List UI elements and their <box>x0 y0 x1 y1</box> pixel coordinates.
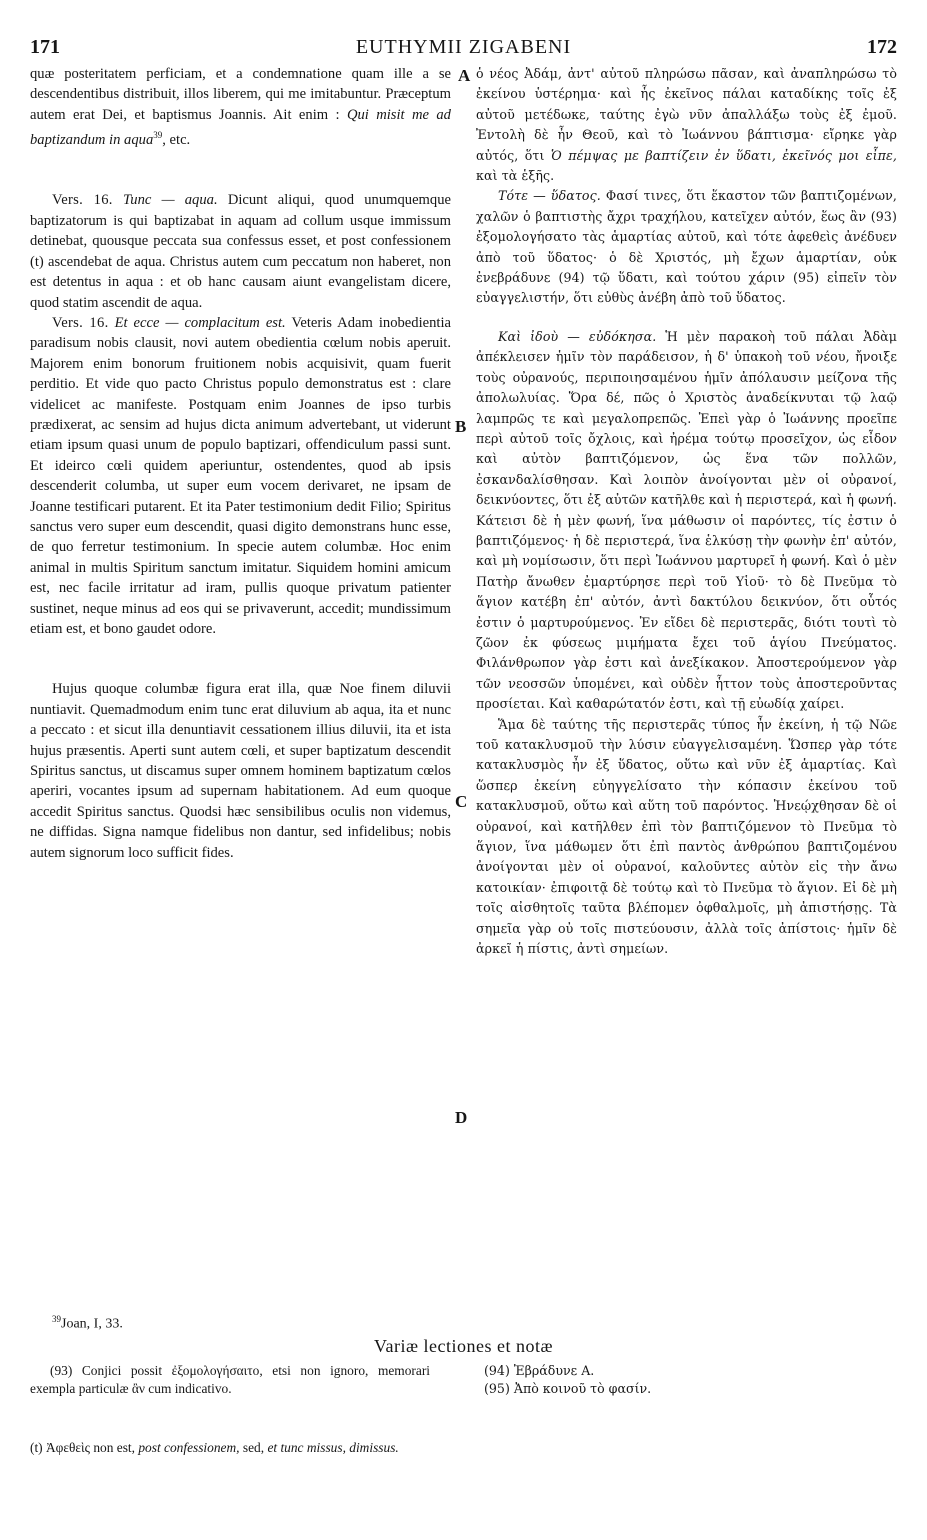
variae-right <box>484 1362 894 1397</box>
verse-ref: Vers. 16. <box>52 192 113 209</box>
verse-ref: Vers. 16. <box>52 314 109 331</box>
latin-paragraph-2 <box>30 190 451 312</box>
footnote-text: Joan, I, 33. <box>61 1316 123 1332</box>
lemma: Et ecce — complacitum est. <box>114 314 286 331</box>
note-t-italic-2: et tunc missus, dimissus. <box>267 1440 399 1455</box>
note-95: (95) Ἀπὸ κοινοῦ τὸ φασίν. <box>484 1380 652 1396</box>
running-title: EUTHYMII ZIGABENI <box>355 36 572 58</box>
lemma: Tunc — aqua. <box>122 192 218 209</box>
note-t-mid: non est, <box>93 1440 135 1455</box>
latin-paragraph-1 <box>30 64 451 150</box>
footnote-ref-39[interactable]: 39 <box>153 130 163 141</box>
latin-p1-text: quæ posteritatem perficiam, et a condemnatione quam ille a se descendentibus distribuit, illos liberem, qui me imitabuntur. Præceptum autem erat Dei, et baptismus Joannis. Ait enim : <box>30 66 451 123</box>
latin-paragraph-3 <box>30 313 451 640</box>
greek-p3-text: Ἡ μὲν παρακοὴ τοῦ πάλαι Ἀδὰμ ἀπέκλεισεν ἡμῖν τὸν παράδεισον, ἡ δ' ὑπακοὴ τοῦ νέου, ἤνοιξε τοὺς οὐρανούς, περιποιησαμένου ἡμῖν ἀπόλαυσιν μείζονα τῆς ἀπολωλυίας. Ὅρα δέ, πῶς ὁ Χριστὸς ἀναδείκνυται τῷ λαῷ λαμπρῶς τε καὶ μεγαλοπρεπῶς. Ἐπεὶ γὰρ ὁ Ἰωάννης προεῖπε περὶ αὐτοῦ τοῖς ὄχλοις, καὶ ἠρέμα τούτῳ προσεῖχον, ὡς εἶδον καὶ αὐτὸν βαπτιζόμενον, ὡς ἕνα τῶν πολλῶν, ἐσκανδαλίσθησαν. Καὶ λοιπὸν ἀνοίγονται μὲν οἱ οὐρανοί, δεικνύοντες, ὅτι ἐξ αὐτῶν κατῆλθε καὶ ἡ περιστερά, καὶ ἡ φωνή. Κάτεισι δὲ ἡ μὲν φωνή, ἵνα μάθωσιν οἱ παρόντες, τίς ἐστιν ὁ βαπτιζόμενος· ἡ δὲ περιστερά, ἵνα ἑλκύσῃ τὴν φωνὴν ἐπ' αὐτόν, καὶ μὴ νομίσωσιν, ὅτι περὶ Ἰωάννου μαρτυρεῖ ἡ φωνή. Καὶ ὁ μὲν Πατὴρ ἄνωθεν ἐμαρτύρησε περὶ τοῦ Υἱοῦ· τὸ δὲ Πνεῦμα τὸ ἅγιον κατέβη ἐπ' αὐτόν, ἀντὶ δακτύλου δεικνύον, ὅτι οὗτός ἐστιν ὁ μαρτυρούμενος. Ἐν εἴδει δὲ περιστερᾶς, διότι τουτὶ τὸ ζῶον ἐκ φύσεως μιμήματα ἔχει τοῦ ἁγίου Πνεύματος. Φιλάνθρωπον γὰρ ἐστι καὶ ἀνεξίκακον. Ἀποστερούμενον γὰρ τῶν νεοσσῶν ὑπομένει, καὶ οὐδὲν ἧττον τοὺς ἀποστεροῦντας προσίεται. Καὶ καθαρώτατόν ἐστι, καὶ τῇ εὐωδίᾳ χαίρει. <box>476 328 898 712</box>
note-t <box>30 1440 890 1456</box>
margin-marker-a: A <box>458 66 471 85</box>
greek-p1-end: καὶ τὰ ἑξῆς. <box>476 168 555 184</box>
margin-marker-b: B <box>455 417 467 436</box>
latin-column <box>30 64 451 863</box>
page-header <box>30 36 897 60</box>
greek-paragraph-3 <box>476 327 897 715</box>
lemma: Καὶ ἰδοὺ — εὐδόκησα. <box>498 328 657 344</box>
variae-title: Variæ lectiones et notæ <box>374 1336 553 1356</box>
note-t-italic-1: post confessionem, <box>138 1440 240 1455</box>
margin-marker-d: D <box>455 1108 468 1127</box>
greek-p1-text: ὁ νέος Ἀδάμ, ἀντ' αὐτοῦ πληρώσω πᾶσαν, καὶ ἀναπληρώσω τὸ ἐκείνου ὑστέρημα· καὶ ἧς ἐκεῖνος πάλαι καταδίκης τοῖς ἐξ αὐτοῦ μετέδωκε, ταύτης ἐγὼ νῦν ἀπαλλάξω τοὺς ἐξ ἐμοῦ. Ἐντολὴ δὲ ἦν Θεοῦ, καὶ τὸ Ἰωάννου βάπτισμα· εἴρηκε γὰρ αὐτός, ὅτι <box>476 66 897 163</box>
note-t-lead: (t) <box>30 1440 43 1455</box>
variae-left <box>30 1362 430 1397</box>
latin-p2-text: Dicunt aliqui, quod unumquemque baptizatorum is qui baptizabat in aquam ad collum usque immissum detinebat, quousque peccata sua confessus esset, et post confessionem (t) ascendebat de aqua. Christus autem cum peccatum non haberet, non est detentus in aqua : et ob hanc causam aiunt evangelistam dicere, quod statim ascendit de aqua. <box>30 192 451 311</box>
page-number-right: 172 <box>867 36 897 58</box>
greek-paragraph-1 <box>476 64 897 186</box>
greek-paragraph-4: Ἅμα δὲ ταύτης τῆς περιστερᾶς τύπος ἦν ἐκείνη, ἡ τῷ Νῶε τοῦ κατακλυσμοῦ τὴν λύσιν εὐαγγελισαμένη. Ὥσπερ γὰρ τότε κατακλυσμὸς ἦν ἐξ ὕδατος, οὕτω καὶ νῦν ἐξ ἁμαρτίας. Καὶ ὥσπερ ἐκείνη εὐηγγελίσατο τὴν κόπασιν ἐκείνου τοῦ κατακλυσμοῦ, οὕτω καὶ αὕτη τοῦ παρόντος. Ἠνεῴχθησαν δὲ οἱ οὐρανοί, καὶ κατῆλθεν ἐπὶ τὸν βαπτιζόμενον τὸ Πνεῦμα τὸ ἅγιον, ἵνα μάθωμεν ὅτι ἐπὶ παντὸς ἀνθρώπου βαπτιζομένου ἀνοίγονται μὲν οἱ οὐρανοί, καλοῦντες αὐτὸν εἰς τὴν ἄνω κατοικίαν· ἐπιφοιτᾷ δὲ τούτῳ καὶ τὸ Πνεῦμα τὸ ἅγιον. Εἰ δὲ μὴ τοῖς αἰσθητοῖς ταῦτα βλέπομεν ὀφθαλμοῖς, μὴ ἀπιστήσῃς. Τὰ σημεῖα γὰρ οὐ τοῖς πιστεύουσιν, ἀλλὰ τοῖς ἀπίστοις· ἡμῖν δὲ ἀρκεῖ ἡ πίστις, ἀντὶ σημείων. <box>476 716 897 957</box>
footnote <box>52 1314 352 1333</box>
greek-column <box>476 64 897 959</box>
latin-p1-end: , etc. <box>162 132 191 149</box>
page-number-left: 171 <box>30 36 60 58</box>
note-94: (94) Ἐβράδυνε A. <box>484 1363 595 1378</box>
note-t-sed: sed, <box>242 1440 265 1455</box>
latin-p1-quote: Qui misit me ad baptizandum in aqua <box>30 106 451 149</box>
greek-paragraph-2 <box>476 186 897 308</box>
note-93: (93) Conjici possit ἐξομολογήσαιτο, etsi non ignoro, memorari exempla particulæ ἂν cum indicativo. <box>30 1363 430 1396</box>
greek-p2-text: Φασί τινες, ὅτι ἕκαστον τῶν βαπτιζομένων, χαλῶν ὁ βαπτιστὴς ἄχρι τραχήλου, κατεῖχεν αὐτόν, ἕως ἂν (93) ἐξομολογήσατο τὰς ἁμαρτίας αὐτοῦ, καὶ τότε ἀφεθεὶς ἀνέδυεν ἀπὸ τοῦ ὕδατος· ὁ δὲ Χριστός, μὴ ἔχων ἁμαρτίαν, οὐκ ἐνεβράδυνε (94) τῷ ὕδατι, καὶ τούτου χάριν (95) εἰπεῖν τὸν εὐαγγελιστήν, ὅτι εὐθὺς ἀνέβη ἀπὸ τοῦ ὕδατος. <box>476 188 898 306</box>
margin-marker-c: C <box>455 792 468 811</box>
note-t-greek: Ἀφεθεὶς <box>46 1440 90 1455</box>
footnote-mark: 39 <box>52 1314 61 1324</box>
latin-p3-text: Veteris Adam inobedientia paradisum nobis clausit, novi autem obedientia cœlum nobis aperuit. Majorem enim bonorum fruitionem nobis acquisivit, quam fuerit perditio. Et vide quo pacto Christus populo demonstratus est : clare videlicet ac manifeste. Postquam enim Joannes de ipso turbis prædixerat, ac sensim ad hujus dicta animum advertebant, ut viderunt etiam ipsum quasi unum de populo baptizari, offendiculum passi sunt. Et ideirco cœli quidem aperiuntur, ostendentes, quod ab ipsis descenderit columba, ut super eum vocem derivaret, ne ipsam de Joanne testificari putarent. Et ita Pater testimonium dedit Filio; Spiritus sanctus vero super eum descendit, quasi digito demonstrans hunc esse, de quo ferretur testimonium. In specie autem columbæ. Hoc enim animal in multis Spiritum sanctum imitatur. Siquidem homini amicum est, nec facile irritatur ad iram, pullis quoque privatum patienter sustinet, neque minus ad eos qui se privaverunt, accedit; mundissimum etiam est, et bono gaudet odore. <box>30 314 451 638</box>
latin-paragraph-4: Hujus quoque columbæ figura erat illa, quæ Noe finem diluvii nuntiavit. Quemadmodum enim tunc erat diluvium ab aqua, ita et nunc a peccato : et sicut illa denuntiavit cessationem illius diluvii, ita et ista hujus præsentis. Aperti sunt autem cœli, et super baptizatum descendit Spiritus sanctus, ut discamus super omnem hominem baptizatum cœlos aperiri, vocantes ipsum ad supernam habitationem. Ad eum quoque accedit Spiritus sanctus. Quodsi hæc sensibilibus oculis non videmus, ne diffidas. Signa namque fidelibus non dantur, sed infidelibus; nobis autem signorum loco sufficit fides. <box>30 681 451 861</box>
lemma: Τότε — ὕδατος. <box>498 188 601 204</box>
greek-p1-quote: Ὁ πέμψας με βαπτίζειν ἐν ὕδατι, ἐκεῖνός μοι εἶπε, <box>550 147 898 163</box>
